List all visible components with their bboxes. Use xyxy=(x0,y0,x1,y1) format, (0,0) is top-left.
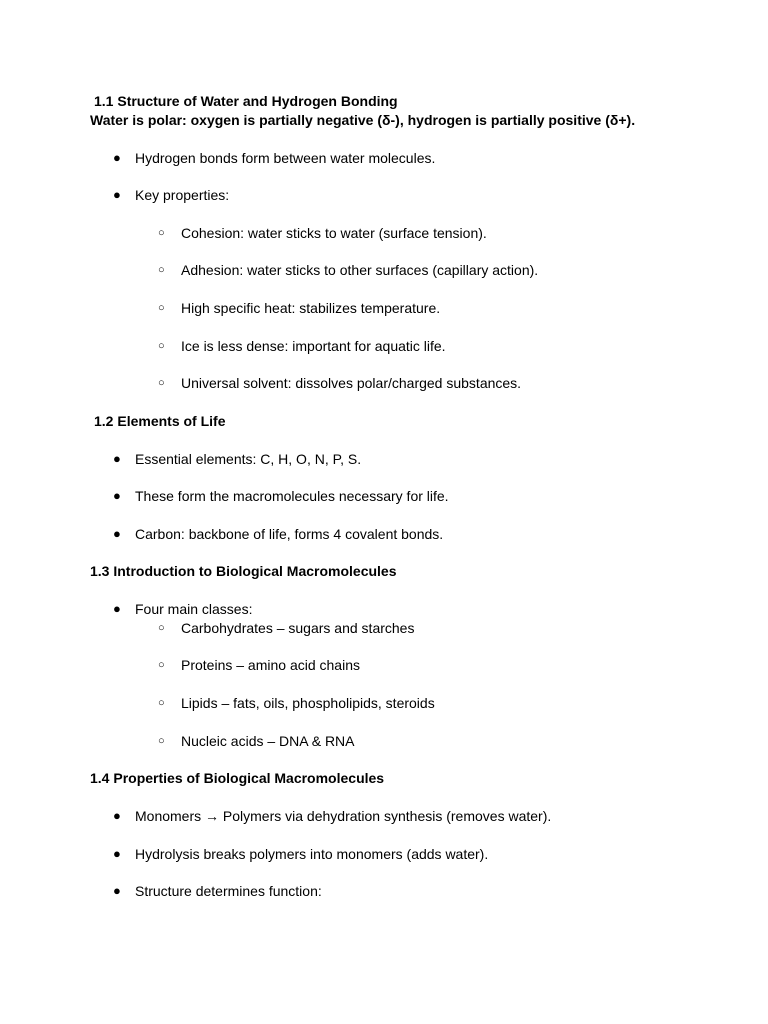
bullet-icon: ● xyxy=(113,601,121,616)
sub-list-item: Proteins – amino acid chains xyxy=(181,657,360,673)
list-item: Structure determines function: xyxy=(135,883,322,899)
bullet-icon: ● xyxy=(113,451,121,466)
sub-list-item: Carbohydrates – sugars and starches xyxy=(181,620,415,636)
sub-list-item: Lipids – fats, oils, phospholipids, steroids xyxy=(181,695,435,711)
section-heading-1-1: 1.1 Structure of Water and Hydrogen Bonding xyxy=(94,93,398,109)
sub-bullet-icon: ○ xyxy=(158,377,165,389)
sub-bullet-icon: ○ xyxy=(158,622,165,634)
bullet-icon: ● xyxy=(113,150,121,165)
sub-bullet-icon: ○ xyxy=(158,735,165,747)
sub-list-item: Adhesion: water sticks to other surfaces (capillary action). xyxy=(181,262,539,278)
sub-bullet-icon: ○ xyxy=(158,340,165,352)
list-item: Essential elements: C, H, O, N, P, S. xyxy=(135,451,362,467)
sub-bullet-icon: ○ xyxy=(158,264,165,276)
sub-bullet-icon: ○ xyxy=(158,697,165,709)
list-item: Hydrogen bonds form between water molecules. xyxy=(135,150,436,166)
sub-bullet-icon: ○ xyxy=(158,227,165,239)
list-item: These form the macromolecules necessary for life. xyxy=(135,488,449,504)
sub-list-item: Nucleic acids – DNA & RNA xyxy=(181,733,355,749)
list-item: Carbon: backbone of life, forms 4 covalent bonds. xyxy=(135,526,444,542)
bullet-icon: ● xyxy=(113,526,121,541)
bullet-icon: ● xyxy=(113,883,121,898)
section-heading-1-2: 1.2 Elements of Life xyxy=(94,413,226,429)
section-subheading-1-1: Water is polar: oxygen is partially negative (δ-), hydrogen is partially positive (δ+). xyxy=(90,112,636,128)
sub-list-item: Cohesion: water sticks to water (surface tension). xyxy=(181,225,487,241)
sub-bullet-icon: ○ xyxy=(158,659,165,671)
list-item: Key properties: xyxy=(135,187,230,203)
sub-list-item: Universal solvent: dissolves polar/charged substances. xyxy=(181,375,522,391)
bullet-icon: ● xyxy=(113,187,121,202)
sub-list-item: High specific heat: stabilizes temperature. xyxy=(181,300,441,316)
sub-bullet-icon: ○ xyxy=(158,302,165,314)
sub-list-item: Ice is less dense: important for aquatic life. xyxy=(181,338,446,354)
bullet-icon: ● xyxy=(113,808,121,823)
list-item: Hydrolysis breaks polymers into monomers (adds water). xyxy=(135,846,489,862)
bullet-icon: ● xyxy=(113,488,121,503)
section-heading-1-4: 1.4 Properties of Biological Macromolecules xyxy=(90,770,385,786)
list-item: Monomers → Polymers via dehydration synthesis (removes water). xyxy=(135,808,552,824)
list-item: Four main classes: xyxy=(135,601,253,617)
bullet-icon: ● xyxy=(113,846,121,861)
section-heading-1-3: 1.3 Introduction to Biological Macromolecules xyxy=(90,563,397,579)
